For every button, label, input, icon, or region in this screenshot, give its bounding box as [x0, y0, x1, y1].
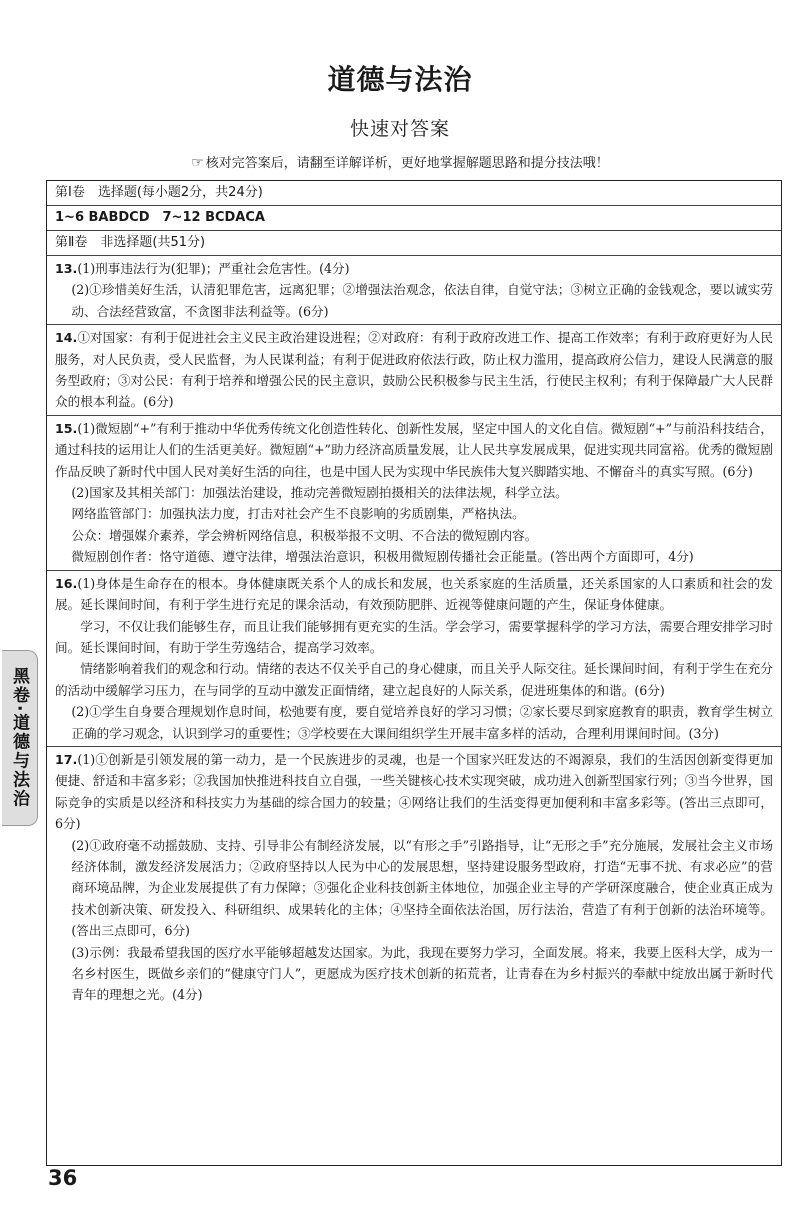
page-title: 道德与法治	[327, 63, 473, 96]
question-13	[47, 256, 781, 325]
section1-title-row	[47, 181, 781, 206]
section2-title: 第Ⅱ卷 非选择题(共51分)	[55, 235, 206, 250]
pointing-hand-icon: ☞	[191, 155, 204, 171]
q16-part3: 情绪影响着我们的观念和行动。情绪的表达不仅关乎自己的身心健康，而且关乎人际交往。延长课间时间，有利于学生在充分的活动中缓解学习压力，在与同学的互动中激发正面情绪，建立起良好的人际关系，促进班集体的和谐。(6分)	[55, 661, 773, 698]
tip-line	[0, 152, 800, 171]
q16-part4: (2)①学生自身要合理规划作息时间，松弛要有度，要自觉培养良好的学习习惯；②家长要尽到家庭教育的职责，教育学生树立正确的学习观念，认识到学习的重要性；③学校要在大课间组织学生开展丰富多样的活动，合理利用课间时间。(3分)	[71, 704, 773, 741]
q14-number: 14.	[55, 330, 78, 346]
section2-title-row	[47, 231, 781, 256]
q17-part3: (3)示例：我最希望我国的医疗水平能够超越发达国家。为此，我现在要努力学习，全面发展。将来，我要上医科大学，成为一名乡村医生，既做乡亲们的“健康守门人”，更愿成为医疗技术创新的拓荒者，让青春在为乡村振兴的奉献中绽放出属于新时代青年的理想之光。(4分)	[71, 944, 773, 1003]
answer-box	[46, 180, 782, 1166]
section1-answers: 1~6 BABDCD 7~12 BCDACA	[55, 210, 265, 225]
page-subtitle: 快速对答案	[349, 118, 450, 140]
q17-part2: (2)①政府毫不动摇鼓励、支持、引导非公有制经济发展，以“有形之手”引路指导，让“无形之手”充分施展，发展社会主义市场经济体制，激发经济发展活力；②政府坚持以人民为中心的发展思想，坚持建设服务型政府，打造“无事不扰、有求必应”的营商环境品牌，为企业发展提供了有力保障；③强化企业科技创新主体地位，加强企业主导的产学研深度融合，使企业真正成为技术创新决策、研发投入、科研组织、成果转化的主体；④坚持全面依法治国，厉行法治，营造了有利于创新的法治环境等。(答出三点即可，6分)	[71, 837, 773, 939]
q13-number: 13.	[55, 261, 78, 276]
question-16	[47, 571, 781, 747]
side-tab	[2, 650, 38, 826]
q15-part5: 微短剧创作者：恪守道德、遵守法律，增强法治意识，积极用微短剧传播社会正能量。(答出两个方面即可，4分)	[71, 549, 694, 565]
q14-part1: ①对国家：有利于促进社会主义民主政治建设进程；②对政府：有利于政府改进工作、提高工作效率；有利于政府更好为人民服务，对人民负责，受人民监督，为人民谋利益；有利于促进政府依法行政，防止权力滥用，提高政府公信力，建设人民满意的服务型政府；③对公民：有利于培养和增强公民的民主意识，鼓励公民积极参与民主生活，行使民主权利；有利于保障最广大人民群众的根本利益。(6分)	[55, 330, 773, 410]
q15-part3: 网络监管部门：加强执法力度，打击对社会产生不良影响的劣质剧集，严格执法。	[71, 506, 525, 522]
tip-text: 核对完答案后，请翻至详解详析，更好地掌握解题思路和提分技法哦！	[205, 156, 609, 171]
side-tab-label: 黑卷·道德与法治	[9, 667, 29, 809]
q17-number: 17.	[55, 751, 78, 767]
q15-number: 15.	[55, 420, 78, 436]
q16-part1: (1)身体是生命存在的根本。身体健康既关系个人的成长和发展，也关系家庭的生活质量，还关系国家的人口素质和社会的发展。延长课间时间，有利于学生进行充足的课余活动，有效预防肥胖、近视等健康问题的产生，保证身体健康。	[55, 575, 773, 613]
question-14	[47, 325, 781, 416]
q17-part1: (1)①创新是引领发展的第一动力，是一个民族进步的灵魂，也是一个国家兴旺发达的不竭源泉，我们的生活因创新变得更加便捷、舒适和丰富多彩；②我国加快推进科技自立自强，一些关键核心技术实现突破，成功进入创新型国家行列；③当今世界，国际竞争的实质是以经济和科技实力为基础的综合国力的较量；④网络让我们的生活变得更加便利和丰富多彩等。(答出三点即可，6分)	[55, 751, 773, 832]
q15-part4: 公众：增强媒介素养，学会辨析网络信息，积极举报不文明、不合法的微短剧内容。	[71, 527, 538, 543]
question-17	[47, 747, 781, 1008]
q13-part1: (1)刑事违法行为(犯罪)；严重社会危害性。(4分)	[77, 261, 350, 276]
page-number: 36	[48, 1166, 78, 1190]
section1-answers-row	[47, 206, 781, 231]
q13-part2: (2)①珍惜美好生活，认清犯罪危害，远离犯罪；②增强法治观念，依法自律，自觉守法；③树立正确的金钱观念，要以诚实劳动、合法经营致富，不贪图非法利益等。(6分)	[71, 282, 773, 319]
q15-part2: (2)国家及其相关部门：加强法治建设，推动完善微短剧拍摄相关的法律法规，科学立法。	[71, 485, 568, 501]
q16-number: 16.	[55, 575, 78, 591]
q16-part2: 学习，不仅让我们能够生存，而且让我们能够拥有更充实的生活。学会学习，需要掌握科学的学习方法，需要合理安排学习时间。延长课间时间，有助于学生劳逸结合，提高学习效率。	[55, 618, 773, 655]
question-15	[47, 416, 781, 571]
section1-title: 第Ⅰ卷 选择题(每小题2分，共24分)	[55, 185, 263, 200]
q15-part1: (1)微短剧“+”有利于推动中华优秀传统文化创造性转化、创新性发展，坚定中国人的文化自信。微短剧“+”与前沿科技结合，通过科技的运用让人们的生活更美好。微短剧“+”助力经济高质量发展，让人民共享发展成果，促进实现共同富裕。优秀的微短剧作品反映了新时代中国人民对美好生活的向往，也是中国人民为实现中华民族伟大复兴脚踏实地、不懈奋斗的真实写照。(6分)	[55, 420, 773, 479]
